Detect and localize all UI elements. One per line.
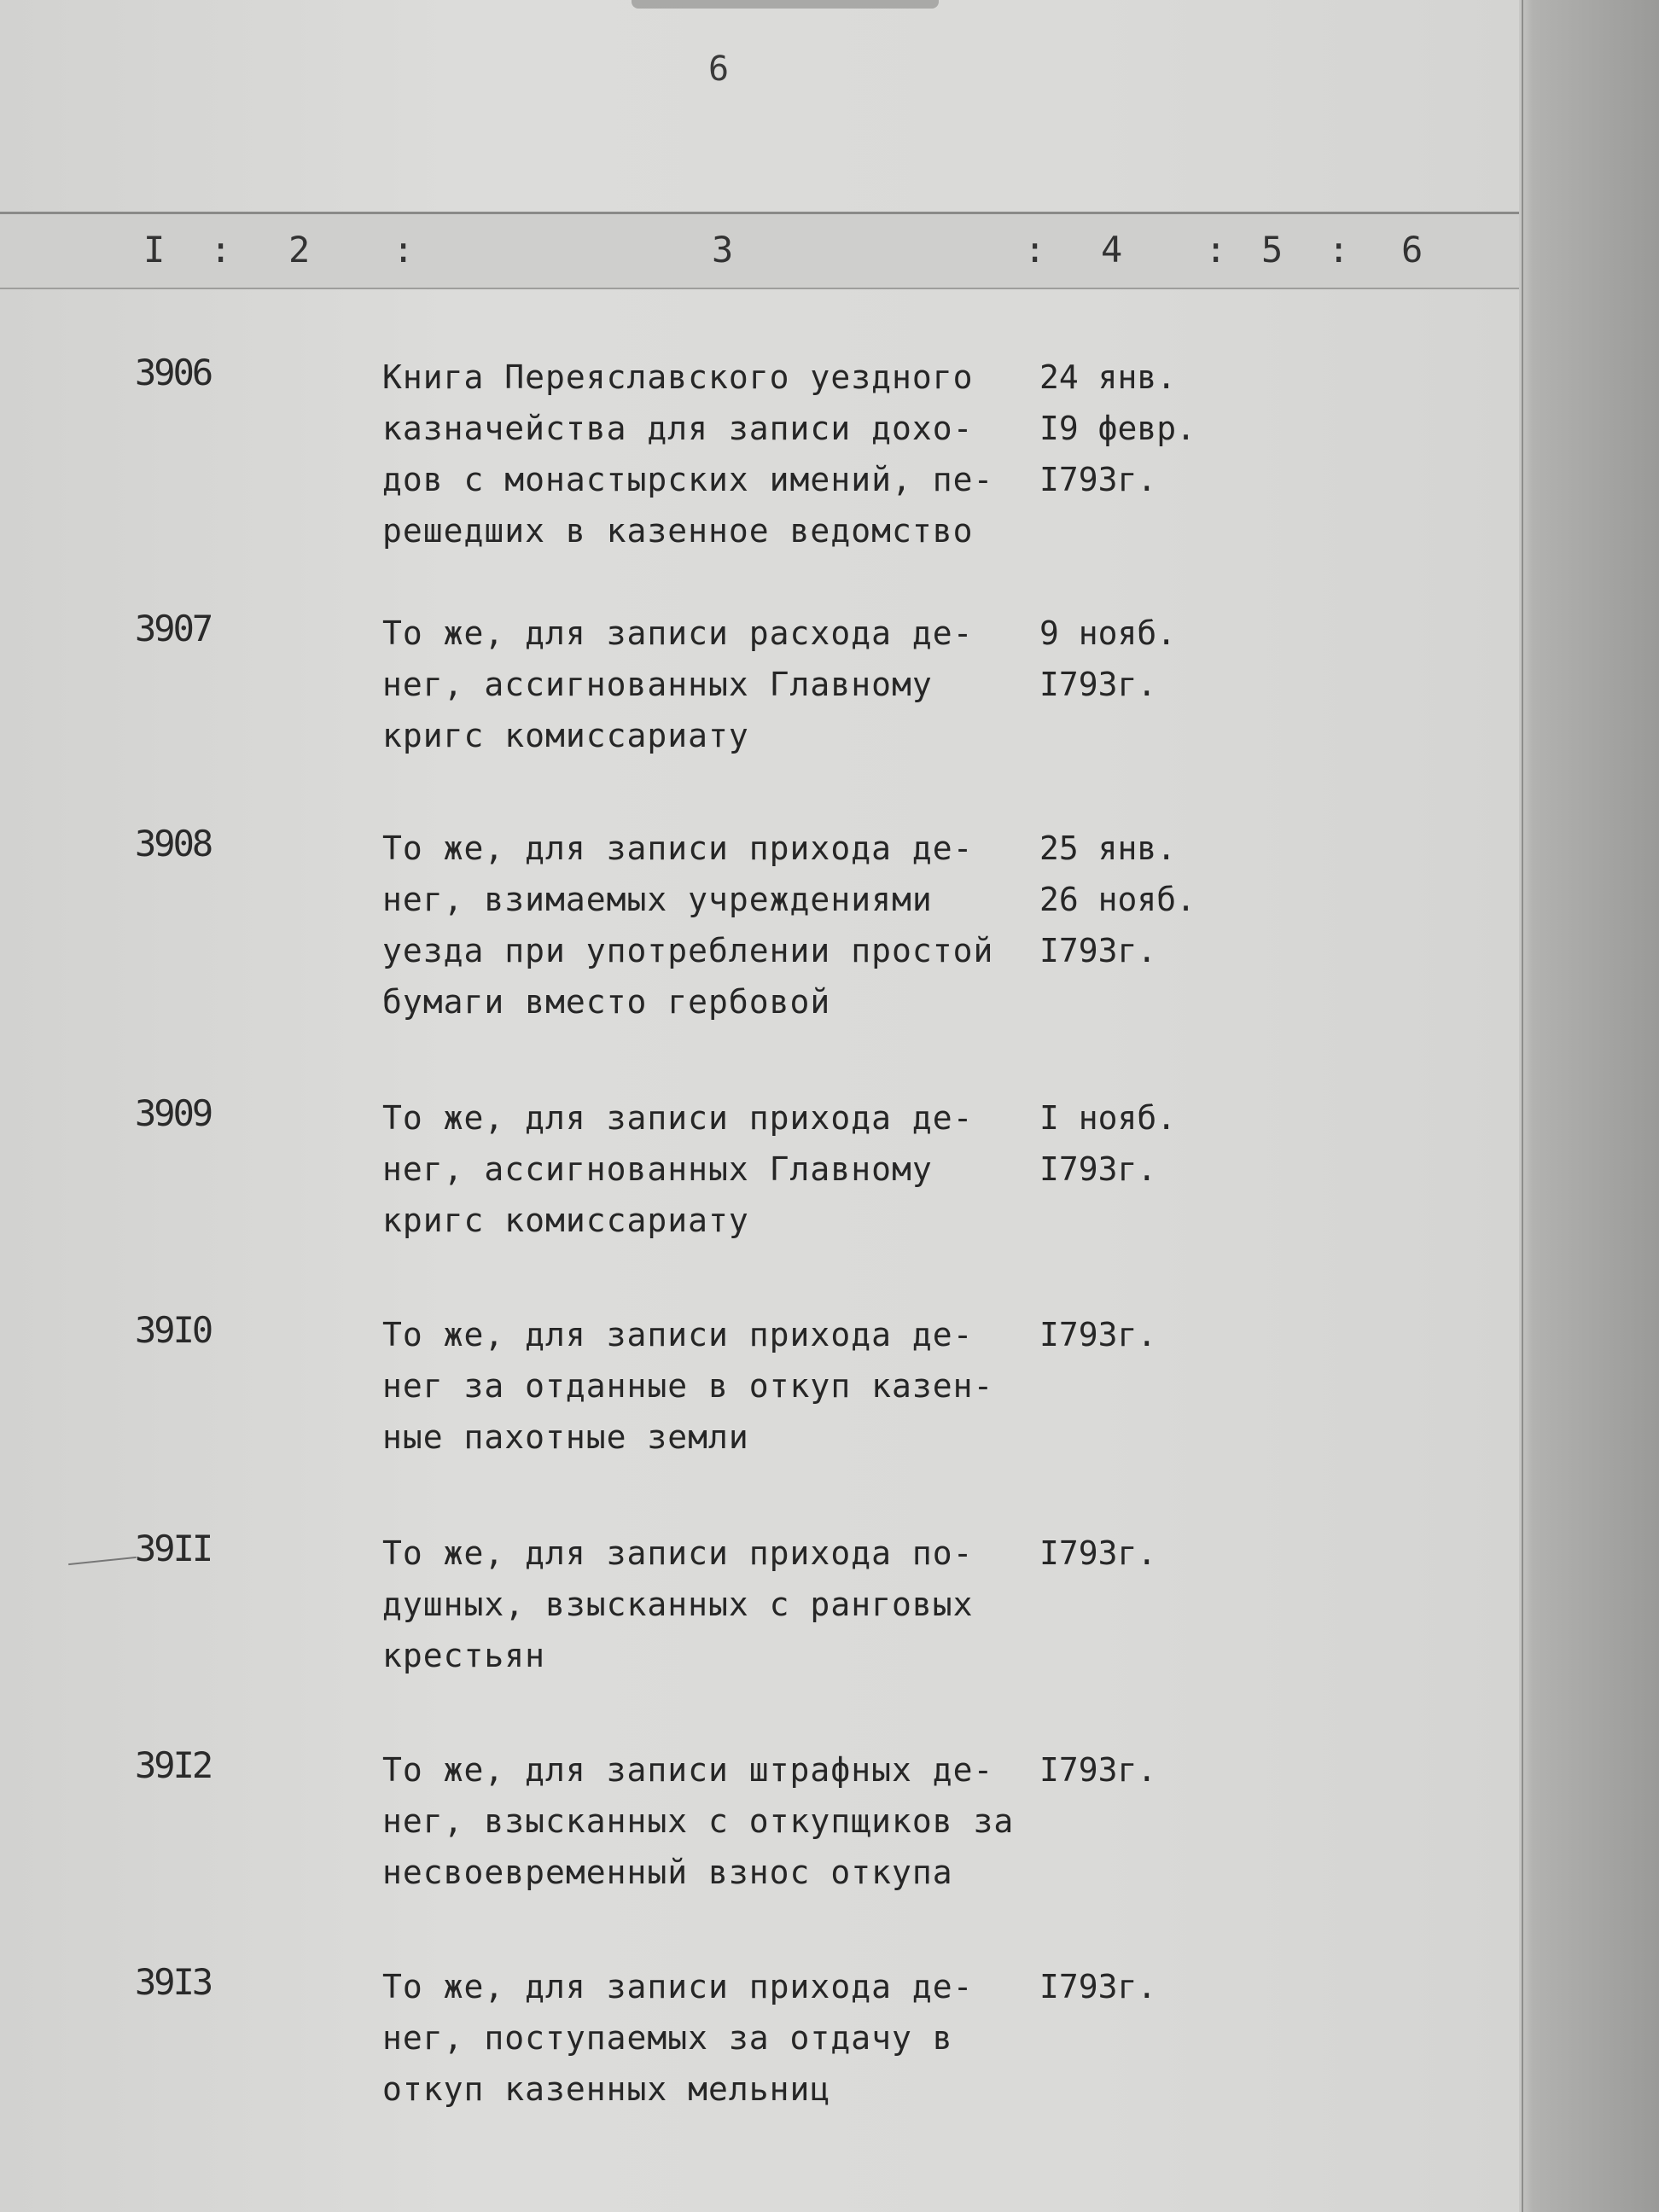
page-number: 6 — [708, 49, 730, 89]
header-col-6: 6 — [1401, 229, 1423, 271]
entry-description: То же, для записи прихода по- душных, взысканных с ранговых крестьян — [382, 1534, 974, 1674]
entry-number: 3908 — [135, 823, 212, 864]
header-separator: : — [1024, 229, 1046, 271]
header-col-1: I — [143, 229, 166, 271]
header-col-5: 5 — [1261, 229, 1284, 271]
header-col-2: 2 — [288, 229, 311, 271]
header-separator: : — [1328, 229, 1350, 271]
binding-shadow — [632, 0, 939, 9]
header-separator: : — [1205, 229, 1227, 271]
page-edge-shadow — [1519, 0, 1659, 2212]
entry-description: То же, для записи прихода де- нег, взимаемых учреждениями уезда при употреблении простой бумаги вместо гербовой — [382, 830, 994, 1021]
header-col-3: 3 — [712, 229, 734, 271]
entry-date: I793г. — [1039, 1316, 1157, 1353]
entry-description: То же, для записи прихода де- нег, поступаемых за отдачу в откуп казенных мельниц — [382, 1968, 974, 2108]
entry-date: 25 янв. 26 нояб. I793г. — [1039, 830, 1196, 969]
header-separator: : — [393, 229, 415, 271]
page-edge-line — [1522, 0, 1523, 2212]
entry-date: 24 янв. I9 февр. I793г. — [1039, 358, 1196, 498]
entry-number: 39I2 — [135, 1744, 212, 1786]
entry-number: 3907 — [135, 608, 212, 649]
entry-number: 3909 — [135, 1092, 212, 1134]
entry-number: 39I0 — [135, 1309, 212, 1351]
entry-description: Книга Переяславского уездного казначейства для записи дохо- дов с монастырских имений, пе- решедших в казенное ведомство — [382, 358, 994, 550]
entry-date: I793г. — [1039, 1534, 1157, 1572]
entry-date: I нояб. I793г. — [1039, 1099, 1177, 1188]
entry-number: 39II — [135, 1528, 212, 1569]
entry-date: I793г. — [1039, 1968, 1157, 2005]
header-separator: : — [210, 229, 232, 271]
entry-description: То же, для записи расхода де- нег, ассигнованных Главному кригс комиссариату — [382, 614, 974, 754]
entry-number: 39I3 — [135, 1961, 212, 2003]
entry-description: То же, для записи прихода де- нег за отданные в откуп казен- ные пахотные земли — [382, 1316, 994, 1456]
entry-number: 3906 — [135, 352, 212, 393]
header-col-4: 4 — [1101, 229, 1123, 271]
entry-date: I793г. — [1039, 1751, 1157, 1789]
entry-date: 9 нояб. I793г. — [1039, 614, 1177, 703]
entry-description: То же, для записи прихода де- нег, ассигнованных Главному кригс комиссариату — [382, 1099, 974, 1239]
entry-description: То же, для записи штрафных де- нег, взысканных с откупщиков за несвоевременный взнос откупа — [382, 1751, 1015, 1891]
